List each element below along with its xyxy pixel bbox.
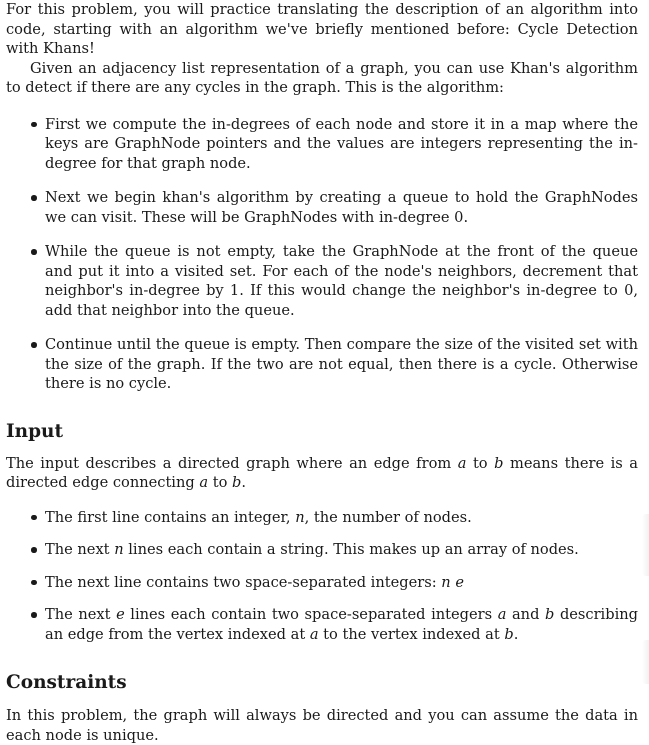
algorithm-steps-list: [6, 115, 638, 394]
scroll-shadow-decoration: [642, 514, 649, 576]
input-item-1: The first line contains an integer, n, the number of nodes.: [6, 508, 638, 528]
problem-description: [6, 0, 638, 745]
constraints-text: In this problem, the graph will always be directed and you can assume the data in each node is unique.: [6, 707, 638, 744]
algorithm-step-2: Next we begin khan's algorithm by creating a queue to hold the GraphNodes we can visit. These will be GraphNodes with in-degree 0.: [6, 188, 638, 227]
input-item-3: The next line contains two space-separated integers: n e: [6, 573, 638, 593]
algorithm-step-4: Continue until the queue is empty. Then compare the size of the visited set with the size of the graph. If the two are not equal, then there is a cycle. Otherwise there is no cycle.: [6, 335, 638, 394]
scroll-shadow-decoration: [642, 640, 649, 684]
input-description: The input describes a directed graph where an edge from a to b means there is a directed edge connecting a to b.: [6, 454, 638, 491]
input-heading: Input: [6, 420, 64, 442]
intro-paragraph-2: Given an adjacency list representation of a graph, you can use Khan's algorithm to detect if there are any cycles in the graph. This is the algorithm:: [6, 59, 638, 96]
input-item-4: The next e lines each contain two space-separated integers a and b describing an edge from the vertex indexed at a to the vertex indexed at b.: [6, 605, 638, 644]
constraints-heading: Constraints: [6, 672, 127, 693]
input-item-2: The next n lines each contain a string. This makes up an array of nodes.: [6, 540, 638, 560]
intro-paragraph-1: For this problem, you will practice translating the description of an algorithm into code, starting with an algorithm we've briefly mentioned before: Cycle Detection with Khans!: [6, 1, 638, 57]
algorithm-step-3: While the queue is not empty, take the GraphNode at the front of the queue and put it into a visited set. For each of the node's neighbors, decrement that neighbor's in-degree by 1. If this would change the neighbor's in-degree to 0, add that neighbor into the queue.: [6, 242, 638, 320]
input-format-list: [6, 508, 638, 645]
algorithm-step-1: First we compute the in-degrees of each node and store it in a map where the keys are GraphNode pointers and the values are integers representing the in-degree for that graph node.: [6, 115, 638, 174]
